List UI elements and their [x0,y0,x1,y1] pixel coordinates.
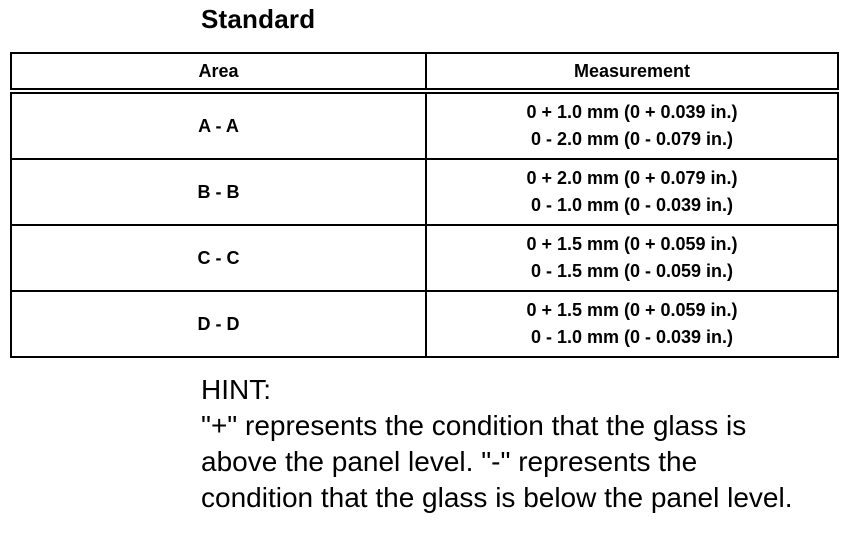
measurement-upper: 0 + 1.0 mm (0 + 0.039 in.) [526,102,738,122]
measurement-cell [426,225,838,291]
measurement-cell [426,91,838,159]
area-cell: D - D [11,291,426,357]
area-cell: B - B [11,159,426,225]
measurement-lower: 0 - 1.0 mm (0 - 0.039 in.) [530,327,734,347]
column-header-area: Area [11,53,426,91]
measurement-lower: 0 - 2.0 mm (0 - 0.079 in.) [530,129,734,149]
hint-text-line: condition that the glass is below the panel level. [201,482,793,513]
hint-text-line: above the panel level. "-" represents the [201,446,698,477]
area-cell: A - A [11,91,426,159]
measurement-upper: 0 + 2.0 mm (0 + 0.079 in.) [526,168,738,188]
table-row [11,91,838,159]
measurement-upper: 0 + 1.5 mm (0 + 0.059 in.) [526,234,738,254]
area-cell: C - C [11,225,426,291]
hint-label: HINT: [201,374,271,405]
table-header-row [11,53,838,91]
measurement-cell [426,291,838,357]
measurement-table [10,52,839,358]
column-header-measurement: Measurement [426,53,838,91]
measurement-lower: 0 - 1.0 mm (0 - 0.039 in.) [530,195,734,215]
table-row [11,225,838,291]
measurement-upper: 0 + 1.5 mm (0 + 0.059 in.) [526,300,738,320]
hint-text-line: "+" represents the condition that the glass is [201,410,747,441]
table-row [11,159,838,225]
measurement-lower: 0 - 1.5 mm (0 - 0.059 in.) [530,261,734,281]
table-row [11,291,838,357]
measurement-cell [426,159,838,225]
section-title: Standard [201,4,316,34]
hint-note [201,372,851,516]
